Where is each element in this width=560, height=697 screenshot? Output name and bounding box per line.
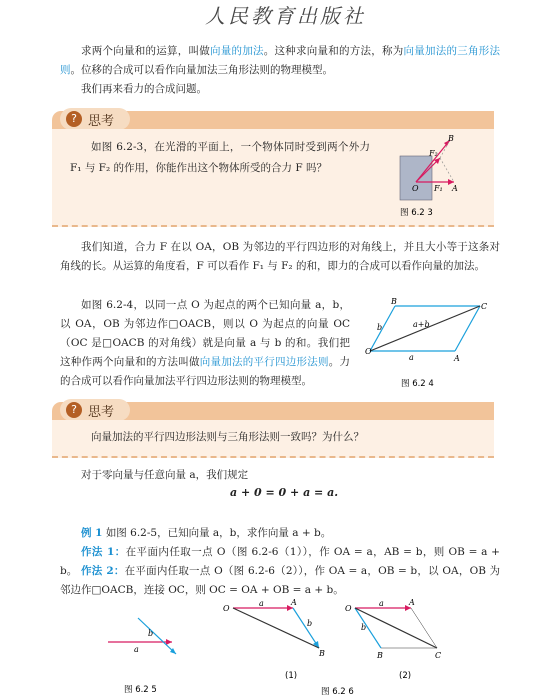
term-vector-addition: 向量的加法	[210, 45, 264, 57]
label-B: B	[448, 134, 454, 143]
label-F2: F₂	[429, 149, 438, 158]
example-label: 例 1	[81, 527, 103, 539]
text: 如图 6.2-5，已知向量 a，b，求作向量 a + b。	[105, 527, 332, 539]
label-C: C	[481, 302, 488, 311]
figure-6-2-3	[392, 132, 472, 222]
think-title: 思考	[88, 405, 115, 420]
label-A: A	[291, 598, 297, 607]
label-b: b	[377, 323, 383, 332]
text: 在平面内任取一点 O（图 6.2-6（1）），作 OA = a，AB = b，则 OB = a + b。	[60, 546, 500, 577]
label-b: b	[361, 623, 367, 632]
sub-caption-2: (2)	[399, 671, 412, 681]
object-block	[400, 156, 432, 200]
figure-6-2-4	[365, 296, 495, 391]
label-O: O	[345, 604, 352, 613]
label-a-plus-b: a+b	[413, 320, 430, 329]
paragraph-force: 我们再来看力的合成问题。	[81, 83, 207, 95]
formula-zero-vector: a + 0 = 0 + a = a.	[230, 486, 339, 499]
text: 。力的合成可以看作向量加法平行四边形法则的物理模型。	[60, 356, 350, 387]
label-b: b	[307, 619, 313, 628]
example-1	[60, 524, 500, 543]
figure-caption: 图 6.2 4	[401, 379, 434, 389]
figure-6-2-6	[215, 598, 455, 697]
figure-caption: 图 6.2 5	[124, 685, 157, 695]
paragraph-zero-vector: 对于零向量与任意向量 a，我们规定	[81, 469, 249, 481]
label-A: A	[409, 598, 415, 607]
question-icon: ?	[66, 402, 82, 418]
vector-b	[138, 618, 176, 654]
text: 在平面内任取一点 O（图 6.2-6（2）），作 OA = a，OB = b，以 OA，OB 为邻边作□OACB，连接 OC，则 OC = OA + OB = a + b。	[60, 565, 500, 596]
arrow-head	[166, 639, 172, 645]
label-a: a	[259, 599, 264, 608]
paragraph-resultant: 我们知道，合力 F 在以 OA，OB 为邻边的平行四边形的对角线上，并且大小等于这条对角线的长。从运算的角度看，F 可以看作 F₁ 与 F₂ 的和，即力的合成可以看作向量的加法。	[60, 241, 500, 272]
paragraph-parallelogram	[60, 296, 350, 391]
label-A: A	[452, 184, 458, 193]
text: 。位移的合成可以看作向量加法三角形法则的物理模型。	[70, 64, 333, 76]
label-B: B	[319, 649, 325, 658]
term-parallelogram-rule: 向量加法的平行四边形法则	[199, 356, 329, 368]
figure-caption: 图 6.2 6	[321, 687, 354, 697]
side-ac	[455, 306, 480, 351]
think-question-1: 如图 6.2-3，在光滑的平面上，一个物体同时受到两个外力 F₁ 与 F₂ 的作用，你能作出这个物体所受的合力 F 吗？	[70, 141, 370, 174]
label-b: b	[148, 629, 154, 638]
think-question-2: 向量加法的平行四边形法则与三角形法则一致吗？为什么？	[91, 431, 364, 443]
method-label: 作法 2：	[81, 565, 125, 577]
label-F1: F₁	[434, 184, 443, 193]
dashed-line	[440, 158, 454, 182]
publisher-logo: 人民教育出版社	[205, 4, 366, 28]
label-B: B	[377, 651, 383, 660]
label-a: a	[134, 645, 139, 654]
label-a: a	[409, 353, 414, 362]
text: 求两个向量和的运算，叫做	[81, 45, 210, 57]
question-icon: ?	[66, 111, 82, 127]
label-a: a	[379, 599, 384, 608]
figure-caption: 图 6.2 3	[400, 208, 433, 218]
label-A: A	[454, 354, 460, 363]
vector-b	[370, 306, 395, 351]
label-C: C	[435, 651, 442, 660]
label-B: B	[391, 297, 397, 306]
paragraph-vector-addition	[60, 42, 500, 80]
figure-6-2-5	[100, 610, 200, 697]
sub-caption-1: (1)	[285, 671, 298, 681]
text: 。这种求向量和的方法，称为	[263, 45, 404, 57]
method-label: 作法 1：	[81, 546, 126, 558]
term-triangle-rule: 向量加法的三角形法则	[60, 45, 500, 76]
label-O: O	[412, 184, 419, 193]
text: 如图 6.2-4，以同一点 O 为起点的两个已知向量 a，b，以 OA，OB 为邻边作□OACB，则以 O 为起点的向量 OC（OC 是□OACB 的对角线）就是向量 a 与 b 的和。我们把这种作两个向量和的方法叫做	[60, 299, 350, 368]
think-title: 思考	[88, 114, 115, 129]
label-O: O	[365, 347, 372, 356]
method-2	[60, 562, 500, 600]
label-O: O	[223, 604, 230, 613]
